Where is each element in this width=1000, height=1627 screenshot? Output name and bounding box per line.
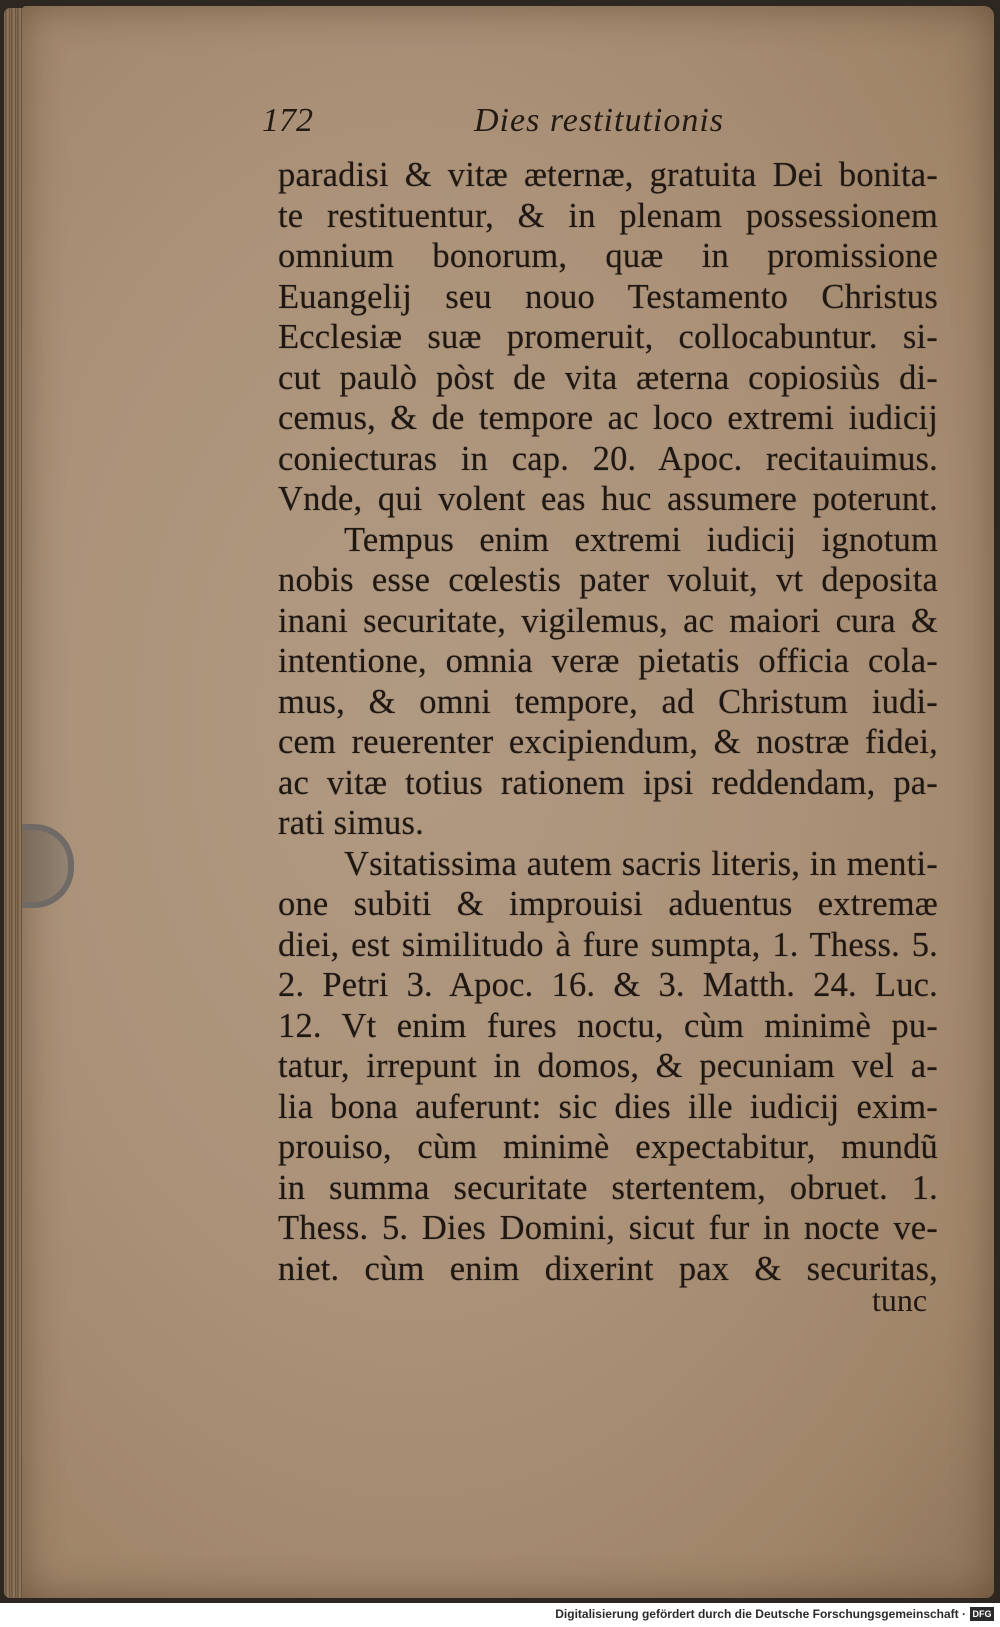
footer-bar [0,1603,1000,1627]
text-line: prouiso, cùm minimè expectabitur, mundũ [278,1128,938,1166]
text-line: paradisi & vitæ æternæ, gratuita Dei bonita- [278,156,938,194]
text-line: Ecclesiæ suæ promeruit, collocabuntur. si- [278,318,938,356]
text-line: in summa securitate stertentem, obruet. 1. [278,1168,938,1207]
text-line: tatur, irrepunt in domos, & pecuniam vel a- [278,1047,938,1085]
text-line: lia bona auferunt: sic dies ille iudicij exim- [278,1087,938,1126]
text-line: omnium bonorum, quæ in promissione [278,237,938,275]
text-line: Euangelij seu nouo Testamento Christus [278,277,938,316]
text-line: Thess. 5. Dies Domini, sicut fur in nocte ve- [278,1209,938,1247]
text-line: Vnde, qui volent eas huc assumere poterunt. [278,480,938,518]
running-head [262,102,782,146]
text-line: intentione, omnia veræ pietatis officia cola- [278,642,938,680]
text-line: cem reuerenter excipiendum, & nostræ fidei, [278,723,938,761]
text-line: 2. Petri 3. Apoc. 16. & 3. Matth. 24. Luc. [278,966,938,1004]
text-line: 12. Vt enim fures noctu, cùm minimè pu- [278,1006,938,1045]
text-line: Tempus enim extremi iudicij ignotum [344,520,938,559]
text-line: niet. cùm enim dixerint pax & securitas, [278,1249,938,1288]
text-line: nobis esse cœlestis pater voluit, vt deposita [278,561,938,599]
text-line: cut paulò pòst de vita æterna copiosiùs di- [278,358,938,397]
catchword: tunc [872,1282,928,1318]
text-line: inani securitate, vigilemus, ac maiori cura & [278,601,938,640]
text-line: ac vitæ totius rationem ipsi reddendam, pa- [278,763,938,802]
page-number: 172 [262,102,313,139]
text-line: mus, & omni tempore, ad Christum iudi- [278,682,938,721]
text-line: Vsitatissima autem sacris literis, in menti- [344,844,938,883]
text-line: cemus, & de tempore ac loco extremi iudicij [278,399,938,437]
digitization-credit: Digitalisierung gefördert durch die Deutsche Forschungsgemeinschaft · [555,1607,966,1621]
text-line: te restituentur, & in plenam possessionem [278,196,938,235]
text-line: rati simus. [278,804,424,842]
text-line: diei, est similitudo à fure sumpta, 1. Thess. 5. [278,925,938,964]
text-line: coniecturas in cap. 20. Apoc. recitauimus. [278,439,938,478]
body-text [278,155,938,1289]
running-title: Dies restitutionis [474,102,725,139]
book-clasp [22,824,74,908]
text-line: one subiti & improuisi aduentus extremæ [278,885,938,923]
dfg-logo-icon: DFG [970,1607,994,1621]
